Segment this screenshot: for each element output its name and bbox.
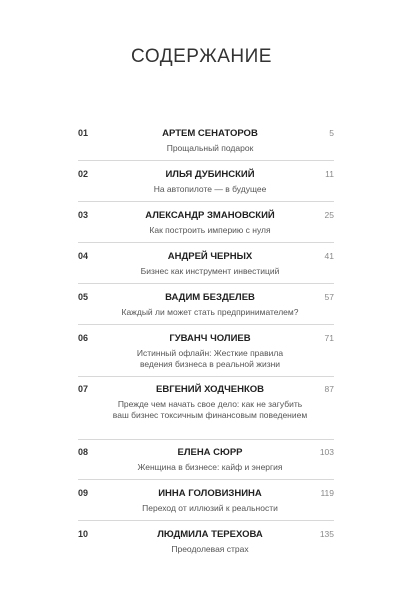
divider bbox=[78, 201, 334, 202]
chapter-author: АРТЕМ СЕНАТОРОВ bbox=[162, 128, 258, 139]
toc-entry[interactable] bbox=[0, 529, 403, 569]
chapter-author: ГУВАНЧ ЧОЛИЕВ bbox=[169, 333, 251, 344]
page-number: 71 bbox=[324, 333, 334, 343]
chapter-subtitle: Преодолевая страх bbox=[171, 544, 249, 554]
chapter-subtitle: Как построить империю с нуля bbox=[149, 225, 271, 235]
chapter-number: 10 bbox=[78, 529, 89, 539]
divider bbox=[78, 439, 334, 440]
toc-entry[interactable] bbox=[0, 210, 403, 250]
page-number: 103 bbox=[319, 447, 334, 457]
page-number: 135 bbox=[319, 529, 334, 539]
page-number: 119 bbox=[320, 488, 334, 498]
chapter-subtitle: Женщина в бизнесе: кайф и энергия bbox=[137, 462, 283, 472]
toc-entry[interactable] bbox=[0, 488, 403, 528]
toc-entry[interactable] bbox=[0, 128, 403, 168]
chapter-number: 08 bbox=[78, 447, 89, 457]
chapter-author: ИННА ГОЛОВИЗНИНА bbox=[158, 488, 262, 499]
chapter-subtitle: Прежде чем начать свое дело: как не загубить ваш бизнес токсичным финансовым поведением bbox=[112, 399, 308, 420]
page-number: 41 bbox=[324, 251, 334, 261]
divider bbox=[78, 324, 334, 325]
chapter-author: ЕЛЕНА СЮРР bbox=[177, 447, 243, 458]
chapter-author: АНДРЕЙ ЧЕРНЫХ bbox=[167, 251, 253, 262]
chapter-subtitle: На автопилоте — в будущее bbox=[153, 184, 267, 194]
chapter-author: ИЛЬЯ ДУБИНСКИЙ bbox=[165, 169, 255, 180]
toc-entry[interactable] bbox=[0, 384, 403, 424]
chapter-author: ВАДИМ БЕЗДЕЛЕВ bbox=[165, 292, 255, 303]
toc-entry[interactable] bbox=[0, 447, 403, 487]
toc-entry[interactable] bbox=[0, 292, 403, 332]
chapter-number: 07 bbox=[78, 384, 89, 394]
divider bbox=[78, 283, 334, 284]
page-title: СОДЕРЖАНИЕ bbox=[131, 46, 272, 67]
chapter-number: 04 bbox=[78, 251, 89, 261]
chapter-subtitle: Прощальный подарок bbox=[166, 143, 254, 153]
divider bbox=[78, 160, 334, 161]
chapter-author: ЕВГЕНИЙ ХОДЧЕНКОВ bbox=[156, 384, 264, 395]
divider bbox=[78, 520, 334, 521]
page-number: 25 bbox=[324, 210, 334, 220]
chapter-subtitle: Бизнес как инструмент инвестиций bbox=[140, 266, 280, 276]
chapter-number: 09 bbox=[78, 488, 89, 498]
page-number: 57 bbox=[324, 292, 334, 302]
toc-entry[interactable] bbox=[0, 251, 403, 291]
chapter-number: 02 bbox=[78, 169, 89, 179]
page-number: 5 bbox=[329, 128, 334, 138]
page-number: 87 bbox=[324, 384, 334, 394]
chapter-number: 01 bbox=[78, 128, 89, 138]
chapter-author: АЛЕКСАНДР ЗМАНОВСКИЙ bbox=[145, 210, 275, 221]
chapter-author: ЛЮДМИЛА ТЕРЕХОВА bbox=[157, 529, 263, 540]
chapter-number: 06 bbox=[78, 333, 89, 343]
page-number: 11 bbox=[325, 169, 334, 179]
chapter-number: 03 bbox=[78, 210, 89, 220]
divider bbox=[78, 479, 334, 480]
chapter-number: 05 bbox=[78, 292, 89, 302]
chapter-subtitle: Каждый ли может стать предпринимателем? bbox=[121, 307, 299, 317]
toc-entry[interactable] bbox=[0, 169, 403, 209]
divider bbox=[78, 376, 334, 377]
divider bbox=[78, 242, 334, 243]
chapter-subtitle: Переход от иллюзий к реальности bbox=[142, 503, 278, 513]
toc-entry[interactable] bbox=[0, 333, 403, 373]
chapter-subtitle: Истинный офлайн: Жесткие правила ведения бизнеса в реальной жизни bbox=[136, 348, 284, 369]
